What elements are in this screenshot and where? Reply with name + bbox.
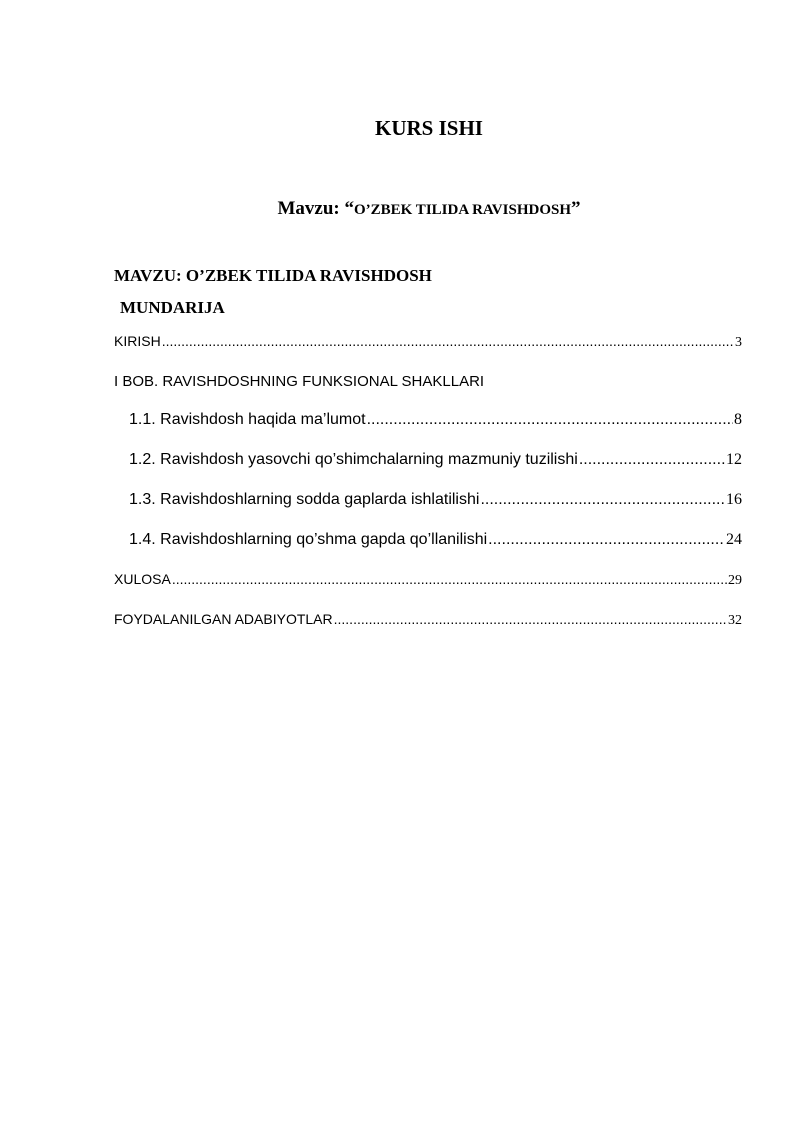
toc-entry-label: 1.3. Ravishdoshlarning sodda gaplarda ishlatilishi: [129, 491, 480, 508]
toc-entry-section-1-2[interactable]: [129, 451, 742, 469]
document-title: KURS ISHI: [375, 116, 483, 140]
toc-entry-chapter-1[interactable]: I BOB. RAVISHDOSHNING FUNKSIONAL SHAKLLARI: [114, 373, 485, 390]
toc-leader-dots: [172, 571, 727, 587]
toc-entry-adabiyotlar[interactable]: [114, 611, 742, 629]
toc-entry-section-1-1[interactable]: [129, 411, 742, 429]
toc-leader-dots: [162, 333, 734, 349]
toc-leader-dots: [480, 491, 725, 509]
toc-entry-xulosa[interactable]: [114, 571, 742, 589]
toc-entry-label: KIRISH: [114, 333, 161, 349]
toc-leader-dots: [367, 411, 733, 429]
toc-entry-label: XULOSA: [114, 571, 171, 587]
toc-entry-kirish[interactable]: [114, 333, 742, 351]
toc-leader-dots: [334, 611, 727, 627]
toc-leader-dots: [579, 451, 725, 469]
topic-suffix: ”: [571, 198, 581, 219]
mavzu-line: MAVZU: O’ZBEK TILIDA RAVISHDOSH: [114, 266, 432, 285]
toc-entry-page: 16: [726, 491, 742, 508]
toc-entry-page: 29: [728, 573, 742, 588]
toc-entry-label: 1.1. Ravishdosh haqida ma’lumot: [129, 411, 366, 428]
toc-entry-page: 24: [726, 531, 742, 548]
toc-entry-label: FOYDALANILGAN ADABIYOTLAR: [114, 611, 333, 627]
contents-heading: MUNDARIJA: [120, 298, 225, 317]
topic-heading: [0, 198, 800, 220]
toc-entry-section-1-4[interactable]: [129, 531, 742, 549]
toc-entry-page: 3: [735, 335, 742, 350]
toc-leader-dots: [488, 531, 725, 549]
toc-entry-label: 1.4. Ravishdoshlarning qo’shma gapda qo’llanilishi: [129, 531, 488, 548]
topic-prefix: Mavzu: “: [277, 198, 354, 219]
toc-entry-page: 12: [726, 451, 742, 468]
toc-entry-label: 1.2. Ravishdosh yasovchi qo’shimchalarning mazmuniy tuzilishi: [129, 451, 578, 468]
toc-entry-page: 8: [734, 411, 742, 428]
toc-entry-section-1-3[interactable]: [129, 491, 742, 509]
toc-entry-page: 32: [728, 613, 742, 628]
topic-text: O’ZBEK TILIDA RAVISHDOSH: [353, 202, 572, 218]
